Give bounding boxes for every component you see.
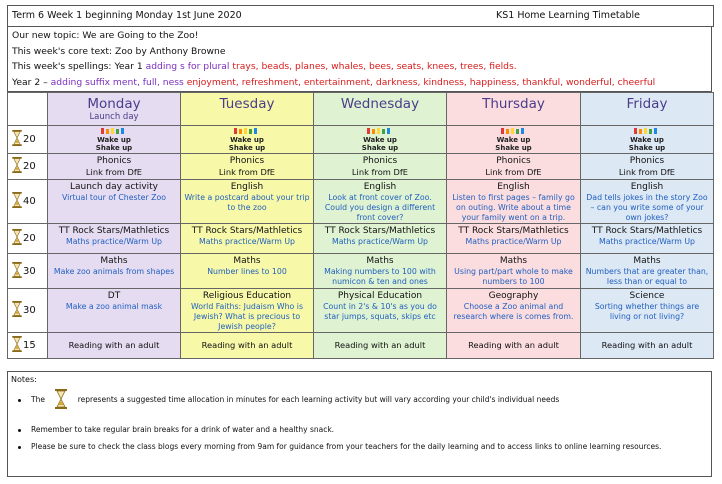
time-minutes: 20 xyxy=(23,161,36,172)
activity-description: Numbers that are greater than, less than or equal to xyxy=(585,267,709,286)
note-brain-breaks xyxy=(18,425,334,434)
activity-cell-wednesday xyxy=(314,180,447,224)
time-minutes: 40 xyxy=(23,196,36,207)
spellings-year2-rule: adding suffix ment, full, ness xyxy=(50,76,184,88)
wake-up-text: Wake up xyxy=(630,136,664,144)
intro-box xyxy=(7,26,712,92)
subject-title: Launch day activity xyxy=(69,182,159,192)
activity-cell-monday xyxy=(48,154,181,180)
shake-up-text: Shake up xyxy=(628,144,666,152)
subject-title: Maths xyxy=(633,256,661,266)
spellings-year2-words: enjoyment, refreshment, entertainment, darkness, kindness, happiness, thankful, wonderful, cheerful xyxy=(186,76,656,88)
subject-title: Geography xyxy=(488,291,539,301)
activity-text: Reading with an adult xyxy=(334,340,426,350)
time-minutes: 30 xyxy=(23,305,36,316)
subject-title: TT Rock Stars/Mathletics xyxy=(458,226,569,236)
core-text-line: This week's core text: Zoo by Anthony Browne xyxy=(12,45,226,57)
hourglass-icon xyxy=(12,301,22,320)
activity-cell-friday xyxy=(581,289,714,333)
subject-title: Phonics xyxy=(362,156,398,166)
activity-cell-thursday xyxy=(447,333,581,359)
note-class-blogs xyxy=(18,442,661,451)
day-header-thursday xyxy=(447,93,581,126)
week-title: Term 6 Week 1 beginning Monday 1st June 2020 xyxy=(12,10,242,21)
timetable-row xyxy=(8,333,714,359)
day-subtitle: Launch day xyxy=(89,112,139,122)
notes-box xyxy=(7,371,712,477)
time-cell xyxy=(8,180,48,224)
time-cell xyxy=(8,333,48,359)
hourglass-icon xyxy=(12,229,22,248)
day-name: Wednesday xyxy=(340,96,420,112)
subject-title: English xyxy=(363,182,397,192)
activity-cell-friday xyxy=(581,154,714,180)
spellings-year1-words: trays, beads, planes, whales, bees, seats, knees, trees, fields. xyxy=(232,61,517,72)
timetable-row xyxy=(8,180,714,224)
subject-title: Phonics xyxy=(96,156,132,166)
activity-description: World Faiths: Judaism Who is Jewish? What is precious to Jewish people? xyxy=(190,302,304,331)
activity-text: Link from DfE xyxy=(351,167,409,177)
activity-text: Reading with an adult xyxy=(601,340,693,350)
day-header-tuesday xyxy=(181,93,314,126)
timetable-row xyxy=(8,224,714,254)
spellings-year2-lead: Year 2 – xyxy=(12,76,48,88)
activity-description: Maths practice/Warm Up xyxy=(66,237,162,246)
hourglass-icon xyxy=(12,157,22,176)
header-bar xyxy=(7,5,714,27)
day-header-friday xyxy=(581,93,714,126)
activity-cell-monday xyxy=(48,289,181,333)
corner-cell xyxy=(8,93,48,126)
day-name: Friday xyxy=(626,96,668,112)
wake-up-text: Wake up xyxy=(496,136,531,144)
activity-description: Choose a Zoo animal and research where is comes from. xyxy=(453,302,574,321)
activity-cell-wednesday xyxy=(314,224,447,254)
activity-description: Count in 2's & 10's as you do star jumps, squats, skips etc xyxy=(323,302,437,321)
activity-description: Make zoo animals from shapes xyxy=(53,267,175,276)
wake-up-shake-up-logo xyxy=(495,128,531,152)
time-cell xyxy=(8,154,48,180)
hourglass-icon xyxy=(12,192,22,211)
spellings-year1-lead: This week's spellings: Year 1 xyxy=(12,61,143,72)
time-cell xyxy=(8,254,48,289)
timetable-row xyxy=(8,289,714,333)
hourglass-icon xyxy=(12,130,22,149)
activity-cell-friday xyxy=(581,254,714,289)
activity-text: Link from DfE xyxy=(85,167,143,177)
timetable-title: KS1 Home Learning Timetable xyxy=(496,10,640,21)
activity-text: Reading with an adult xyxy=(468,340,559,350)
note-timer-pre: The xyxy=(31,395,45,404)
timetable-sheet xyxy=(7,5,714,479)
subject-title: TT Rock Stars/Mathletics xyxy=(191,226,303,236)
activity-text: Link from DfE xyxy=(618,167,676,177)
activity-cell-wednesday xyxy=(314,154,447,180)
activity-description: Make a zoo animal mask xyxy=(65,302,163,311)
wake-up-shake-up-logo xyxy=(629,128,665,152)
timetable-row xyxy=(8,154,714,180)
activity-cell-wednesday xyxy=(314,289,447,333)
activity-cell-wednesday xyxy=(314,333,447,359)
activity-cell-tuesday xyxy=(181,126,314,154)
note-brain-breaks-text: Remember to take regular brain breaks for a drink of water and a healthy snack. xyxy=(31,425,335,434)
hourglass-icon xyxy=(12,262,22,281)
activity-description: Maths practice/Warm Up xyxy=(199,237,295,246)
wake-up-shake-up-logo xyxy=(362,128,398,152)
spellings-year1-rule: adding s for plural xyxy=(145,61,230,72)
spellings-year2 xyxy=(12,75,711,91)
timetable-grid xyxy=(7,92,714,359)
subject-title: Religious Education xyxy=(202,291,292,301)
shake-up-text: Shake up xyxy=(361,144,399,152)
subject-title: TT Rock Stars/Mathletics xyxy=(58,226,170,236)
subject-title: Maths xyxy=(499,256,528,266)
timetable-row xyxy=(8,126,714,154)
activity-cell-thursday xyxy=(447,126,581,154)
activity-cell-wednesday xyxy=(314,126,447,154)
activity-cell-thursday xyxy=(447,289,581,333)
subject-title: English xyxy=(497,182,530,192)
activity-cell-monday xyxy=(48,333,181,359)
time-minutes: 30 xyxy=(23,265,36,277)
activity-cell-tuesday xyxy=(181,254,314,289)
shake-up-text: Shake up xyxy=(228,144,266,152)
spellings-year1 xyxy=(12,59,711,75)
subject-title: English xyxy=(630,182,664,192)
subject-title: Phonics xyxy=(496,156,531,166)
activity-cell-friday xyxy=(581,224,714,254)
activity-cell-monday xyxy=(48,224,181,254)
time-cell xyxy=(8,224,48,254)
subject-title: Phonics xyxy=(629,156,665,166)
activity-cell-monday xyxy=(48,180,181,224)
note-timer xyxy=(18,389,559,411)
activity-description: Dad tells jokes in the story Zoo – can you write some of your own jokes? xyxy=(586,193,708,222)
activity-cell-friday xyxy=(581,180,714,224)
time-cell xyxy=(8,126,48,154)
subject-title: DT xyxy=(107,291,121,301)
activity-cell-friday xyxy=(581,126,714,154)
subject-title: Maths xyxy=(100,256,128,266)
day-header-wednesday xyxy=(314,93,447,126)
activity-cell-tuesday xyxy=(181,224,314,254)
subject-title: TT Rock Stars/Mathletics xyxy=(324,226,436,236)
activity-description: Number lines to 100 xyxy=(207,267,287,276)
shake-up-text: Shake up xyxy=(95,144,133,152)
wake-up-text: Wake up xyxy=(230,136,264,144)
time-minutes: 20 xyxy=(23,134,36,145)
time-minutes: 20 xyxy=(23,233,36,244)
timetable-row xyxy=(8,254,714,289)
activity-cell-thursday xyxy=(447,180,581,224)
subject-title: Physical Education xyxy=(337,291,423,301)
notes-title: Notes: xyxy=(11,375,37,384)
activity-cell-friday xyxy=(581,333,714,359)
activity-cell-thursday xyxy=(447,224,581,254)
activity-cell-monday xyxy=(48,254,181,289)
activity-cell-tuesday xyxy=(181,333,314,359)
subject-title: Science xyxy=(629,291,665,301)
activity-text: Reading with an adult xyxy=(68,340,160,350)
shake-up-text: Shake up xyxy=(495,144,532,152)
day-name: Monday xyxy=(87,96,141,112)
subject-title: Maths xyxy=(366,256,394,266)
activity-description: Maths practice/Warm Up xyxy=(332,237,428,246)
subject-title: TT Rock Stars/Mathletics xyxy=(591,226,703,236)
activity-cell-wednesday xyxy=(314,254,447,289)
wake-up-text: Wake up xyxy=(363,136,397,144)
note-timer-post: represents a suggested time allocation in minutes for each learning activity but will vary according your child's individual needs xyxy=(77,395,560,404)
activity-description: Maths practice/Warm Up xyxy=(599,237,695,246)
wake-up-shake-up-logo xyxy=(229,128,265,152)
activity-cell-thursday xyxy=(447,154,581,180)
note-class-blogs-text: Please be sure to check the class blogs every morning from 9am for guidance from your teachers for the daily learning and to access links to online learning resources. xyxy=(31,442,662,451)
activity-description: Listen to first pages – family go on outing. Write about a time your family went on a trip. xyxy=(452,193,575,222)
day-header-row xyxy=(8,93,714,126)
activity-description: Sorting whether things are living or not living? xyxy=(594,302,700,321)
subject-title: Maths xyxy=(233,256,261,266)
day-name: Tuesday xyxy=(219,96,275,112)
time-minutes: 15 xyxy=(23,340,36,351)
topic-line: Our new topic: We are Going to the Zoo! xyxy=(12,30,199,41)
hourglass-icon xyxy=(55,389,67,411)
activity-description: Virtual tour of Chester Zoo xyxy=(61,193,167,202)
wake-up-shake-up-logo xyxy=(96,128,132,152)
activity-cell-tuesday xyxy=(181,154,314,180)
activity-description: Making numbers to 100 with numicon & ten and ones xyxy=(324,267,436,286)
day-name: Thursday xyxy=(482,96,545,112)
activity-cell-tuesday xyxy=(181,180,314,224)
activity-cell-thursday xyxy=(447,254,581,289)
time-cell xyxy=(8,289,48,333)
activity-description: Look at front cover of Zoo. Could you design a different front cover? xyxy=(324,193,436,222)
day-header-monday xyxy=(48,93,181,126)
activity-text: Link from DfE xyxy=(218,167,276,177)
subject-title: English xyxy=(230,182,264,192)
activity-cell-tuesday xyxy=(181,289,314,333)
subject-title: Phonics xyxy=(229,156,265,166)
activity-description: Maths practice/Warm Up xyxy=(465,237,562,246)
wake-up-text: Wake up xyxy=(97,136,131,144)
activity-text: Reading with an adult xyxy=(201,340,293,350)
activity-text: Link from DfE xyxy=(485,167,542,177)
hourglass-icon xyxy=(12,336,22,355)
activity-description: Using part/part whole to make numbers to 100 xyxy=(454,267,573,286)
activity-description: Write a postcard about your trip to the zoo xyxy=(184,193,310,212)
activity-cell-monday xyxy=(48,126,181,154)
